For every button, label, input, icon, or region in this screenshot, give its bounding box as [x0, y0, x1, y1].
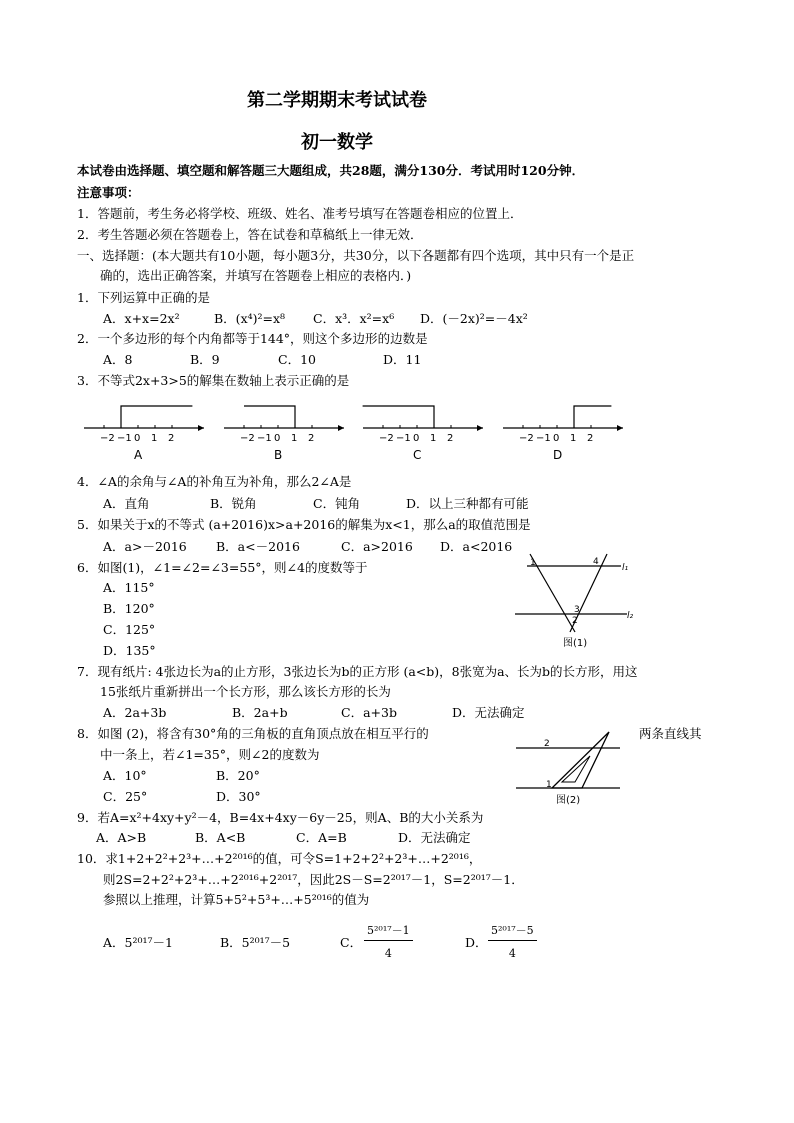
arrow-icon: [617, 425, 623, 431]
tick-label: −2: [519, 433, 534, 444]
tick-label: 0: [553, 433, 560, 444]
line-label-l1: l₁: [622, 563, 629, 573]
option-c: C．x³．x²=x⁶: [313, 311, 395, 326]
angle-label-3: 3: [574, 605, 580, 615]
fraction-denominator: 4: [508, 947, 516, 960]
option-a: A．x+x=2x²: [103, 311, 180, 326]
question-stem: 9．若A=x²+4xy+y²－4，B=4x+4xy－6y－25，则A、B的大小关系为: [77, 810, 484, 825]
option-d: D．(－2x)²=－4x²: [420, 311, 528, 326]
option-b: B．(x⁴)²=x⁸: [214, 311, 286, 326]
angle-label-1: 1: [546, 780, 552, 790]
option-label: B: [274, 448, 283, 462]
option-d: D．以上三种都有可能: [406, 496, 529, 511]
tick-label: −1: [117, 433, 132, 444]
question-stem-right: 两条直线其: [639, 726, 702, 741]
section-heading: 一、选择题：(本大题共有10小题，每小题3分，共30分，以下各题都有四个选项，其中只有一个是正: [77, 248, 635, 263]
option-c: C．125°: [103, 622, 156, 637]
option-a: A．5²⁰¹⁷－1: [103, 935, 173, 950]
question-stem: 1．下列运算中正确的是: [77, 290, 210, 305]
note-item: 2．考生答题必须在答题卷上，答在试卷和草稿纸上一律无效．: [77, 227, 423, 242]
option-c: C．a+3b: [341, 705, 397, 720]
figure-caption: 图(1): [563, 638, 588, 649]
angle-label-1: 1: [530, 558, 536, 568]
tick-label: 0: [274, 433, 281, 444]
intro-text: 本试卷由选择题、填空题和解答题三大题组成，共28题，满分130分．考试用时120分钟．: [77, 163, 585, 178]
option-b: B．A<B: [195, 830, 246, 845]
option-b: B．5²⁰¹⁷－5: [220, 935, 291, 950]
question-stem: 4．∠A的余角与∠A的补角互为补角，那么2∠A是: [77, 474, 352, 489]
question-stem-cont: 参照以上推理，计算5+5²+5³+…+5²⁰¹⁶的值为: [103, 892, 370, 907]
option-c: C．A=B: [296, 830, 347, 845]
tick-label: 2: [168, 433, 175, 444]
option-label: A: [134, 448, 143, 462]
arrow-icon: [198, 425, 204, 431]
question-stem-cont: 中一条上，若∠1=35°，则∠2的度数为: [100, 747, 320, 762]
option-a: A．直角: [103, 496, 150, 511]
tick-label: 1: [291, 433, 298, 444]
tick-label: 2: [447, 433, 454, 444]
question-stem: 8．如图 (2)，将含有30°角的三角板的直角顶点放在相互平行的: [77, 726, 429, 741]
option-a: A．a>－2016: [103, 539, 187, 554]
option-a: A．8: [103, 352, 133, 367]
exam-subtitle: 初一数学: [301, 132, 373, 153]
option-d-label: D．: [465, 935, 488, 950]
section-heading-cont: 确的，选出正确答案，并填写在答题卷上相应的表格内．): [100, 268, 412, 283]
option-d: D．a<2016: [440, 539, 513, 554]
option-d: D．无法确定: [452, 705, 525, 720]
fraction-numerator: 5²⁰¹⁷－1: [364, 922, 413, 941]
question-stem: 7．现有纸片: 4张边长为a的止方形，3张边长为b的正方形 (a<b)，8张宽为a、长为b的长方形，用这: [77, 664, 638, 679]
tick-label: 1: [151, 433, 158, 444]
option-c: C．10: [278, 352, 316, 367]
tick-label: 0: [134, 433, 141, 444]
tick-label: −1: [396, 433, 411, 444]
question-stem: 5．如果关于x的不等式 (a+2016)x>a+2016的解集为x<1，那么a的取值范围是: [77, 517, 531, 532]
solution-bracket: [121, 406, 192, 428]
option-c-label: C．: [340, 935, 363, 950]
angle-label-2: 2: [544, 739, 550, 749]
question-stem: 3．不等式2x+3>5的解集在数轴上表示正确的是: [77, 373, 350, 388]
figure-1: [515, 552, 665, 652]
tick-label: 2: [308, 433, 315, 444]
solution-bracket: [363, 406, 434, 428]
question-stem: 2．一个多边形的每个内角都等于144°，则这个多边形的边数是: [77, 331, 428, 346]
notes-heading: 注意事项：: [77, 185, 140, 200]
tick-label: 2: [587, 433, 594, 444]
option-a: A．115°: [103, 580, 155, 595]
tick-label: 0: [413, 433, 420, 444]
exam-title: 第二学期期末考试试卷: [247, 90, 427, 111]
triangle-ruler: [552, 732, 609, 788]
tick-label: −1: [536, 433, 551, 444]
option-d: D．11: [383, 352, 422, 367]
question-stem: 10．求1+2+2²+2³+…+2²⁰¹⁶的值，可令S=1+2+2²+2³+…+2²⁰¹⁶，: [77, 851, 482, 866]
arrow-icon: [477, 425, 483, 431]
fraction-denominator: 4: [384, 947, 392, 960]
fraction-numerator: 5²⁰¹⁷－5: [488, 922, 537, 941]
option-b: B．a<－2016: [216, 539, 300, 554]
figure-caption: 图(2): [556, 795, 581, 806]
option-d-fraction: [488, 922, 537, 960]
option-b: B．20°: [216, 768, 260, 783]
number-lines-figure: [0, 395, 794, 475]
question-stem: 6．如图(1)，∠1=∠2=∠3=55°，则∠4的度数等于: [77, 560, 368, 575]
tick-label: −1: [257, 433, 272, 444]
option-b: B．锐角: [210, 496, 257, 511]
option-c-fraction: [364, 922, 413, 960]
option-c: C．25°: [103, 789, 148, 804]
triangle-ruler-inner: [562, 756, 590, 782]
option-c: C．钝角: [313, 496, 361, 511]
tick-label: 1: [430, 433, 437, 444]
tick-label: −2: [379, 433, 394, 444]
option-d: D．无法确定: [398, 830, 471, 845]
angle-label-4: 4: [593, 557, 599, 567]
angle-label-2: 2: [572, 616, 578, 626]
option-label: D: [553, 448, 563, 462]
option-b: B．2a+b: [232, 705, 288, 720]
option-a: A．2a+3b: [103, 705, 167, 720]
arrow-icon: [338, 425, 344, 431]
line-label-l2: l₂: [627, 611, 634, 621]
option-d: D．135°: [103, 643, 156, 658]
option-label: C: [413, 448, 422, 462]
option-b: B．120°: [103, 601, 155, 616]
option-a: A．A>B: [96, 830, 147, 845]
solution-bracket: [244, 406, 295, 428]
option-a: A．10°: [103, 768, 147, 783]
option-b: B．9: [190, 352, 220, 367]
option-c: C．a>2016: [341, 539, 413, 554]
tick-label: −2: [240, 433, 255, 444]
figure-2: [512, 726, 632, 816]
note-item: 1．答题前，考生务必将学校、班级、姓名、准考号填写在答题卷相应的位置上．: [77, 206, 523, 221]
option-d: D．30°: [216, 789, 261, 804]
question-stem-cont: 则2S=2+2²+2³+…+2²⁰¹⁶+2²⁰¹⁷，因此2S－S=2²⁰¹⁷－1，S=2²⁰¹⁷－1．: [103, 872, 524, 887]
solution-bracket: [574, 406, 611, 428]
question-stem-cont: 15张纸片重新拼出一个长方形，那么该长方形的长为: [100, 684, 391, 699]
tick-label: −2: [100, 433, 115, 444]
tick-label: 1: [570, 433, 577, 444]
